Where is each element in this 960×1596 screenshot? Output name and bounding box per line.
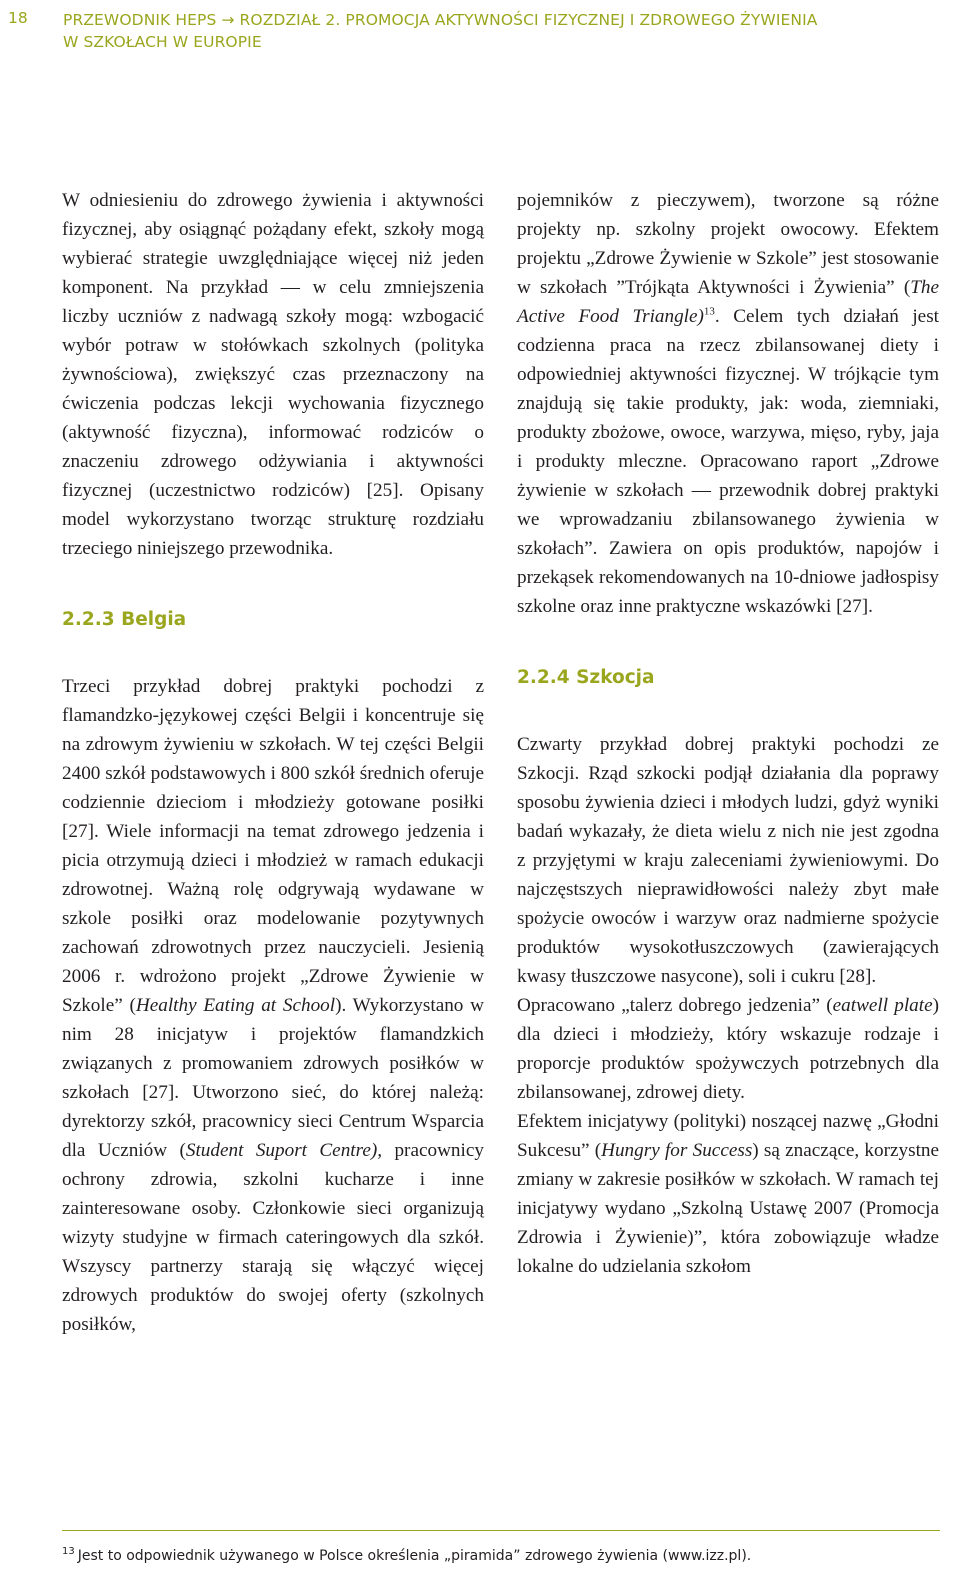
footnote-text: Jest to odpowiednik używanego w Polsce określenia „piramida” zdrowego żywienia (www.izz.pl). [77, 1548, 752, 1564]
left-column [62, 186, 484, 1339]
footnote [62, 1546, 942, 1566]
szkocja-p2-text-1: Opracowano „talerz dobrego jedzenia” ( [517, 995, 833, 1016]
belgia-text-3: pracownicy ochrony zdrowia, szkolni kucharze i inne zainteresowane osoby. Członkowie sieci organizują wizyty studyjne w firmach cateringowych dla szkół. Wszyscy partnerzy starają się włączyć więcej zdrowych produktów do swojej oferty (szkolnych posiłków, [62, 1140, 484, 1335]
running-head-line-1: PRZEWODNIK HEPS → ROZDZIAŁ 2. PROMOCJA AKTYWNOŚCI FIZYCZNEJ I ZDROWEGO ŻYWIENIA [63, 11, 818, 29]
running-head [63, 9, 943, 53]
belgia-cont-text-1: pojemników z pieczywem), tworzone są różne projekty np. szkolny projekt owocowy. Efektem projektu „Zdrowe Żywienie w Szkole” jest stosowanie w szkołach ”Trójkąta Aktywności i Żywienia” ( [517, 190, 939, 298]
belgia-continued-paragraph [517, 186, 939, 621]
page-header [0, 0, 960, 60]
szkocja-italic-eatwell: eatwell plate [832, 995, 933, 1016]
szkocja-p3-text-2: ) są znaczące, korzystne zmiany w zakresie posiłków w szkołach. W ramach tej inicjatywy wydano „Szkolną Ustawę 2007 (Promocja Zdrowia i Żywienie)”, która zobowiązuje władze lokalne do udzielania szkołom [517, 1140, 940, 1277]
belgia-cont-text-2: . Celem tych działań jest codzienna praca na rzecz zbilansowanej diety i odpowiedniej aktywności fizycznej. W trójkącie tym znajdują się takie produkty, jak: woda, ziemniaki, produkty zbożowe, owoce, warzywa, mięso, ryby, jaja i produkty mleczne. Opracowano raport „Zdrowe żywienie w szkołach — przewodnik dobrej praktyki we wprowadzaniu zbilansowanego żywienia w szkołach”. Zawiera on opis produktów, napojów i przekąsek rekomendowanych na 10-dniowe jadłospisy szkolne oraz inne praktyczne wskazówki [27]. [517, 306, 939, 617]
running-head-line-2: W SZKOŁACH W EUROPIE [63, 33, 262, 51]
page-number: 18 [8, 9, 28, 27]
belgia-italic-healthy-eating: Healthy Eating at School [135, 995, 336, 1016]
szkocja-paragraph-3 [517, 1107, 939, 1281]
belgia-text-2: ). Wykorzystano w nim 28 inicjatyw i projektów flamandzkich związanych z promowaniem zdrowych posiłków w szkołach [27]. Utworzono sieć, do której należą: dyrektorzy szkół, pracownicy sieci Centrum Wsparcia dla Uczniów ( [62, 995, 484, 1161]
footnote-mark: 13 [62, 1546, 75, 1558]
szkocja-italic-hungry: Hungry for Success [601, 1140, 753, 1161]
belgia-text-1: Trzeci przykład dobrej praktyki pochodzi z flamandzko-językowej części Belgii i koncentruje się na zdrowym żywieniu w szkołach. W tej części Belgii 2400 szkół podstawowych i 800 szkół średnich oferuje codziennie dzieciom i młodzieży gotowane posiłki [27]. Wiele informacji na temat zdrowego jedzenia i picia otrzymują dzieci i młodzież w ramach edukacji zdrowotnej. Ważną rolę odgrywają wydawane w szkole posiłki oraz modelowanie pozytywnych zachowań zdrowotnych przez nauczycieli. Jesienią 2006 r. wdrożono projekt „Zdrowe Żywienie w Szkole” ( [62, 676, 484, 1016]
belgia-paragraph [62, 672, 484, 1339]
szkocja-p3-text-1: Efektem inicjatywy (polityki) noszącej nazwę „Głodni Sukcesu” ( [517, 1111, 939, 1161]
szkocja-paragraph-1: Czwarty przykład dobrej praktyki pochodzi ze Szkocji. Rząd szkocki podjął działania dla poprawy sposobu żywienia dzieci i młodych ludzi, gdyż wyniki badań wykazały, że dieta wielu z nich nie jest zgodna z przyjętymi w kraju zaleceniami żywieniowymi. Do najczęstszych nieprawidłowości należy zbyt małe spożycie owoców i warzyw oraz nadmierne spożycie produktów wysokotłuszczowych (zawierających kwasy tłuszczowe nasycone), soli i cukru [28]. [517, 734, 939, 987]
belgia-italic-active-food-triangle: The Active Food Triangle) [517, 277, 939, 327]
footnote-ref-13: 13 [703, 305, 715, 318]
section-heading-szkocja: 2.2.4 Szkocja [517, 667, 655, 688]
section-heading-belgia: 2.2.3 Belgia [62, 609, 187, 630]
intro-paragraph: W odniesieniu do zdrowego żywienia i aktywności fizycznej, aby osiągnąć pożądany efekt, szkoły mogą wybierać strategie uwzględniające więcej niż jeden komponent. Na przykład — w celu zmniejszenia liczby uczniów z nadwagą szkoły mogą: wzbogacić wybór potraw w stołówkach szkolnych (polityka żywnościowa), zwiększyć czas przeznaczony na ćwiczenia podczas lekcji wychowania fizycznego (aktywność fizyczna), informować rodziców o znaczeniu zdrowego odżywiania i aktywności fizycznej (uczestnictwo rodziców) [25]. Opisany model wykorzystano tworząc strukturę rozdziału trzeciego niniejszego przewodnika. [62, 190, 484, 559]
belgia-italic-student-support: Student Suport Centre), [185, 1140, 383, 1161]
footnote-divider [62, 1530, 940, 1531]
szkocja-paragraph-2 [517, 991, 939, 1107]
szkocja-p2-text-2: ) dla dzieci i młodzieży, który wskazuje rodzaje i proporcje produktów spożywczych potrzebnych dla zbilansowanej, zdrowej diety. [517, 995, 939, 1103]
right-column [517, 186, 939, 1281]
